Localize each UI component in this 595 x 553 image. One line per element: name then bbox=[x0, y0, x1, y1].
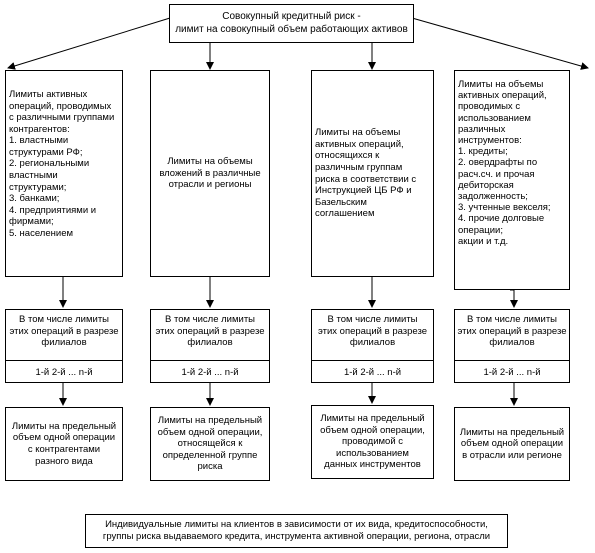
col1-header-line: фирмами; bbox=[9, 216, 54, 228]
col3-header-box bbox=[311, 70, 434, 277]
col3-branch-line: филиалов bbox=[349, 337, 396, 349]
col4-header-line: акции и т.д. bbox=[458, 235, 509, 247]
col3-limit-line: использованием bbox=[336, 447, 409, 459]
col3-limit-box bbox=[311, 405, 434, 479]
col1-header-line: Лимиты активных bbox=[9, 89, 88, 100]
col3-header-line: различным группам bbox=[315, 161, 403, 173]
col2-limit-line: определенной группе bbox=[162, 449, 258, 461]
col2-limit-line: Лимиты на предельный bbox=[157, 415, 263, 427]
col1-header-box bbox=[5, 70, 123, 277]
col4-limit-line: Лимиты на предельный bbox=[459, 426, 565, 438]
col3-header-line: Лимиты на объемы bbox=[315, 127, 401, 139]
col3-header-line: Базельским bbox=[315, 196, 367, 208]
col4-header-line: различных bbox=[458, 123, 506, 135]
col2-limit-line: риска bbox=[197, 461, 223, 473]
col3-header-line: риска в соответствии с bbox=[315, 173, 417, 185]
col1-branch-row: 1-й 2-й ... n-й bbox=[6, 360, 122, 384]
col1-limit-line: объем одной операции bbox=[12, 432, 116, 444]
col4-header-line: 1. кредиты; bbox=[458, 146, 508, 158]
col1-header-line: 3. банками; bbox=[9, 193, 60, 205]
total-credit-risk-box bbox=[169, 4, 414, 43]
col3-branch-line: этих операций в разрезе bbox=[317, 325, 428, 337]
col4-branch-row: 1-й 2-й ... n-й bbox=[455, 360, 569, 384]
col2-header-box bbox=[150, 70, 270, 277]
col4-header-line: инструментов: bbox=[458, 135, 522, 147]
col1-header-line: 5. населением bbox=[9, 227, 74, 239]
col1-header-line: 2. региональными bbox=[9, 158, 90, 170]
col4-branch-box bbox=[454, 309, 570, 383]
col2-branch-box bbox=[150, 309, 270, 383]
col4-header-line: расч.сч. и прочая bbox=[458, 168, 535, 180]
col3-header-line: активных операций, bbox=[315, 138, 404, 150]
col4-header-line: 4. прочие долговые bbox=[458, 213, 545, 225]
col3-branch-row: 1-й 2-й ... n-й bbox=[312, 360, 433, 384]
col1-header-line: властными bbox=[9, 170, 58, 182]
col2-limit-box bbox=[150, 407, 270, 481]
bottom-line-2: группы риска выдаваемого кредита, инструмента активной операции, региона, отрасли bbox=[102, 531, 491, 542]
col4-header-line: проводимых с bbox=[458, 101, 521, 113]
individual-limits-box bbox=[85, 514, 508, 548]
col1-header-line: 4. предприятиями и bbox=[9, 204, 97, 216]
col1-branch-line: этих операций в разрезе bbox=[9, 325, 119, 337]
col4-header-box bbox=[454, 70, 570, 290]
col2-header-line: вложений в различные bbox=[159, 167, 261, 179]
col1-limit-line: Лимиты на предельный bbox=[11, 420, 117, 432]
col1-branch-box bbox=[5, 309, 123, 383]
col2-limit-line: относящейся к bbox=[177, 438, 243, 450]
col1-branch-line: филиалов bbox=[41, 337, 87, 349]
col2-branch-line: филиалов bbox=[187, 337, 233, 349]
col3-limit-line: данных инструментов bbox=[324, 459, 421, 471]
col4-branch-line: этих операций в разрезе bbox=[457, 325, 567, 337]
col1-branch-line: В том числе лимиты bbox=[18, 314, 109, 325]
col4-limit-line: в отрасли или регионе bbox=[462, 449, 562, 461]
col3-limit-line: проводимой с bbox=[341, 436, 404, 448]
col1-header-line: структурами; bbox=[9, 181, 67, 193]
col1-limit-line: разного вида bbox=[35, 455, 93, 467]
col4-header-line: операции; bbox=[458, 224, 503, 236]
col1-header-line: 1. властными bbox=[9, 135, 69, 147]
col4-header-line: 2. овердрафты по bbox=[458, 157, 538, 169]
col1-header-line: структурами РФ; bbox=[9, 146, 83, 158]
col3-limit-line: Лимиты на предельный bbox=[320, 413, 425, 425]
col1-header-line: с различными группами bbox=[9, 112, 115, 124]
col2-header-line: отрасли и регионы bbox=[168, 179, 252, 191]
col3-header-line: относящихся к bbox=[315, 150, 380, 162]
col4-header-line: активных операций, bbox=[458, 90, 547, 102]
col4-limit-line: объем одной операции bbox=[460, 438, 564, 450]
col3-limit-line: объем одной операции, bbox=[320, 424, 425, 436]
col2-header-line: Лимиты на объемы bbox=[167, 156, 253, 168]
col4-header-line: 3. учтенные векселя; bbox=[458, 202, 551, 214]
top-line-2: лимит на совокупный объем работающих активов bbox=[175, 23, 408, 35]
col2-branch-line: этих операций в разрезе bbox=[155, 325, 265, 337]
col3-header-line: соглашением bbox=[315, 208, 375, 220]
col4-branch-line: филиалов bbox=[489, 337, 535, 349]
col1-limit-box bbox=[5, 407, 123, 481]
bottom-line-1: Индивидуальные лимиты на клиентов в зависимости от их вида, кредитоспособности, bbox=[105, 519, 488, 531]
col2-branch-line: В том числе лимиты bbox=[164, 314, 255, 325]
col4-header-line: дебиторская bbox=[458, 179, 514, 191]
col4-branch-line: В том числе лимиты bbox=[466, 314, 557, 325]
col1-limit-line: с контрагентами bbox=[27, 444, 101, 455]
top-line-1: Совокупный кредитный риск - bbox=[222, 11, 361, 23]
col3-branch-line: В том числе лимиты bbox=[327, 314, 418, 325]
col2-limit-line: объем одной операции, bbox=[157, 426, 263, 438]
col1-header-line: контрагентов: bbox=[9, 123, 70, 135]
col3-branch-box bbox=[311, 309, 434, 383]
col4-header-line: Лимиты на объемы bbox=[458, 79, 544, 90]
col4-limit-box bbox=[454, 407, 570, 481]
arrow-col4-header-to-branch-line bbox=[510, 290, 514, 307]
arrow-top-to-col4 bbox=[412, 18, 588, 68]
col4-header-line: задолженность; bbox=[458, 191, 528, 203]
col4-header-line: использованием bbox=[458, 112, 531, 124]
col3-header-line: Инструкцией ЦБ РФ и bbox=[315, 185, 412, 197]
col1-header-line: операций, проводимых bbox=[9, 100, 112, 112]
col2-branch-row: 1-й 2-й ... n-й bbox=[151, 360, 269, 384]
arrow-top-to-col1 bbox=[8, 18, 170, 68]
